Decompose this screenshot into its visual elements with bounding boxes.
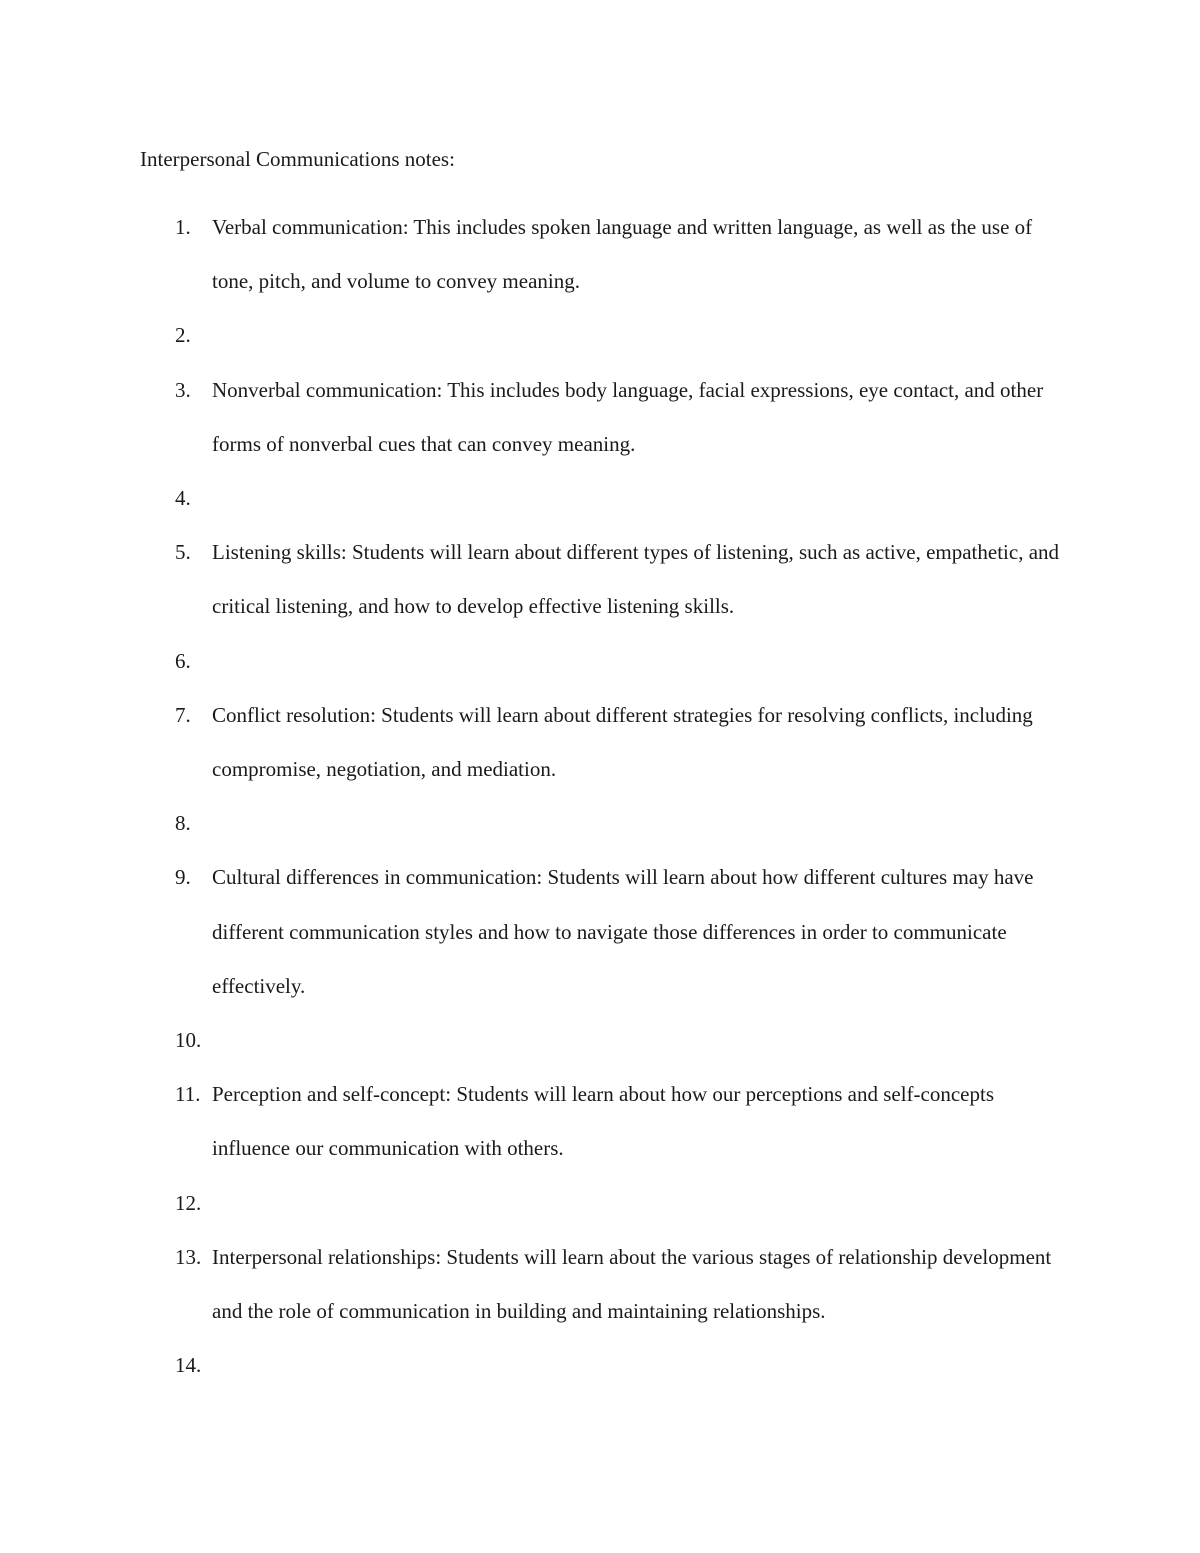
item-text (212, 1176, 1070, 1230)
list-item (140, 525, 1070, 633)
item-text: Listening skills: Students will learn about different types of listening, such as active, empathetic, and critical listening, and how to develop effective listening skills. (212, 540, 1060, 619)
item-number: 5. (175, 540, 191, 565)
item-number: 12. (175, 1190, 202, 1215)
item-text (212, 1338, 1070, 1392)
list-item (140, 634, 1070, 688)
item-text: Interpersonal relationships: Students will learn about the various stages of relationship development and the role of communication in building and maintaining relationships. (212, 1244, 1052, 1324)
item-number: 8. (175, 811, 191, 836)
list-item (140, 1067, 1070, 1175)
item-text (212, 471, 1070, 525)
item-text: Verbal communication: This includes spoken language and written language, as well as the use of tone, pitch, and volume to convey meaning. (212, 215, 1033, 294)
item-number: 11. (175, 1082, 201, 1107)
list-item (140, 1176, 1070, 1230)
list-item (140, 200, 1070, 308)
document-title: Interpersonal Communications notes: (140, 147, 455, 171)
list-item (140, 688, 1070, 796)
item-text: Cultural differences in communication: Students will learn about how different cultures may have different communication styles and how to navigate those differences in order to communicate effectively. (212, 865, 1034, 998)
item-number: 7. (175, 702, 191, 727)
item-number: 14. (175, 1353, 202, 1378)
list-item (140, 850, 1070, 1013)
list-item (140, 1013, 1070, 1067)
notes-list (140, 200, 1070, 1392)
item-text: Conflict resolution: Students will learn about different strategies for resolving conflicts, including compromise, negotiation, and mediation. (212, 702, 1033, 782)
item-text (212, 1013, 1070, 1067)
list-item (140, 1230, 1070, 1338)
item-number: 2. (175, 323, 191, 348)
item-text (212, 796, 1070, 850)
list-item (140, 471, 1070, 525)
list-item (140, 796, 1070, 850)
list-item (140, 363, 1070, 471)
item-text (212, 308, 1070, 362)
item-number: 10. (175, 1028, 202, 1053)
item-number: 6. (175, 648, 191, 673)
item-text: Perception and self-concept: Students will learn about how our perceptions and self-concepts influence our communication with others. (212, 1082, 995, 1161)
item-number: 3. (175, 377, 191, 402)
item-number: 13. (175, 1244, 202, 1269)
item-text: Nonverbal communication: This includes body language, facial expressions, eye contact, and other forms of nonverbal cues that can convey meaning. (212, 377, 1044, 456)
item-number: 9. (175, 865, 191, 890)
item-text (212, 634, 1070, 688)
list-item (140, 308, 1070, 362)
list-item (140, 1338, 1070, 1392)
item-number: 4. (175, 486, 191, 511)
item-number: 1. (175, 215, 191, 239)
